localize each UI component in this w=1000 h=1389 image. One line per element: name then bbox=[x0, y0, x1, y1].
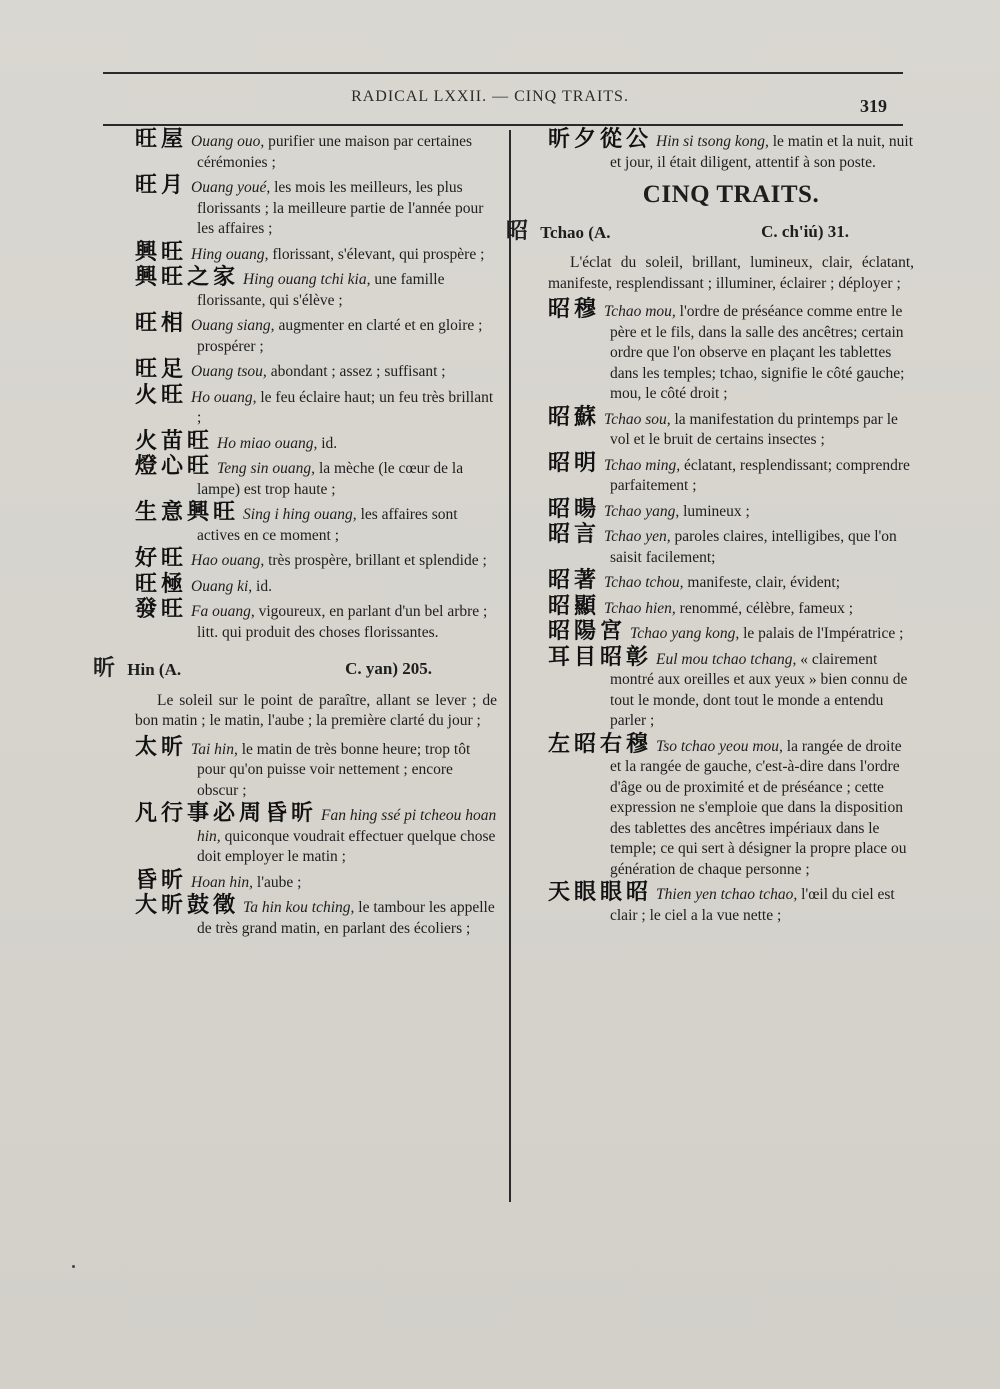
header-rule bbox=[103, 124, 903, 126]
dictionary-entry bbox=[135, 127, 497, 173]
entry-definition: une famille florissante, qui s'élève ; bbox=[197, 271, 445, 309]
dictionary-entry bbox=[548, 731, 914, 881]
entry-definition: lumineux ; bbox=[683, 502, 750, 520]
entry-characters: 好旺 bbox=[135, 546, 188, 571]
entry-characters: 旺月 bbox=[135, 173, 188, 198]
dictionary-entry bbox=[135, 500, 497, 546]
entry-definition: les affaires sont actives en ce moment ; bbox=[197, 506, 458, 544]
entry-characters: 昭穆 bbox=[548, 297, 601, 322]
entry-characters: 旺足 bbox=[135, 357, 188, 382]
dictionary-entry bbox=[548, 619, 914, 645]
entry-characters: 昭明 bbox=[548, 450, 601, 476]
column-divider bbox=[509, 130, 511, 1202]
entry-romanization: Ta hin kou tching, bbox=[243, 899, 355, 916]
entry-characters: 昭言 bbox=[548, 522, 601, 547]
entry-characters: 旺相 bbox=[135, 311, 188, 336]
section-heading-text: Tchao (A. bbox=[540, 222, 611, 242]
entry-characters: 生意興旺 bbox=[135, 500, 240, 525]
right-entries-a bbox=[548, 127, 914, 173]
section-character: 昭 bbox=[506, 218, 529, 244]
entry-definition: florissant, s'élevant, qui prospère ; bbox=[272, 245, 485, 263]
entry-definition: l'aube ; bbox=[256, 873, 302, 891]
entry-romanization: Tchao hien, bbox=[604, 599, 676, 617]
entry-characters: 昏昕 bbox=[135, 867, 188, 893]
dictionary-entry bbox=[135, 893, 497, 939]
entry-characters: 燈心旺 bbox=[135, 454, 214, 479]
entry-romanization: Tso tchao yeou mou, bbox=[656, 737, 783, 755]
dictionary-entry bbox=[135, 357, 497, 383]
entry-romanization: Tchao tchou, bbox=[604, 574, 684, 591]
entry-romanization: Ouang siang, bbox=[191, 317, 275, 334]
entry-romanization: Teng sin ouang, bbox=[217, 460, 316, 477]
entry-definition: quiconque voudrait effectuer quelque chose doit employer le matin ; bbox=[197, 827, 496, 865]
entry-romanization: Ouang tsou, bbox=[191, 363, 267, 380]
entry-romanization: Fan hing ssé pi tcheou hoan hin, bbox=[197, 807, 497, 845]
top-rule bbox=[103, 72, 903, 74]
dictionary-entry bbox=[548, 450, 914, 497]
entry-characters: 昕夕從公 bbox=[548, 127, 653, 152]
section-heading-tail: C. yan) 205. bbox=[345, 659, 432, 678]
entry-definition: les mois les meilleurs, les plus florissants ; la meilleure partie de l'année pour les affaires ; bbox=[197, 179, 484, 237]
entry-definition: la rangée de droite et la rangée de gauche, c'est-à-dire dans l'ordre d'âge ou de proximité et de préséance ; cette expression ne s'emploie que dans la disposition des tablettes des ancêtres impériaux dans le temple; ce qui sert à désigner la propre place ou génération de chaque personne ; bbox=[610, 737, 907, 878]
dictionary-entry bbox=[135, 311, 497, 357]
left-entries-a bbox=[135, 127, 497, 643]
entry-definition: manifeste, clair, évident; bbox=[687, 574, 840, 591]
entry-definition: abondant ; assez ; suffisant ; bbox=[270, 363, 446, 380]
entry-definition: id. bbox=[256, 577, 272, 595]
entry-romanization: Hin si tsong kong, bbox=[656, 133, 769, 150]
dictionary-entry bbox=[135, 734, 497, 802]
entry-romanization: Tchao ming, bbox=[604, 456, 681, 474]
entry-characters: 昭陽宮 bbox=[548, 619, 627, 644]
entry-romanization: Ouang ouo, bbox=[191, 133, 265, 150]
entry-definition: id. bbox=[321, 434, 338, 452]
entry-definition: la mèche (le cœur de la lampe) est trop haute ; bbox=[197, 460, 464, 498]
entry-romanization: Fa ouang, bbox=[191, 603, 255, 620]
entry-definition: le palais de l'Impératrice ; bbox=[743, 625, 904, 642]
entry-definition: « clairement montré aux oreilles et aux yeux » bien connu de tout le monde, dont tout le monde a entendu parler ; bbox=[610, 650, 908, 729]
dictionary-entry bbox=[135, 597, 497, 643]
entry-romanization: Tchao yang, bbox=[604, 502, 680, 520]
entry-definition: le feu éclaire haut; un feu très brillant ; bbox=[197, 388, 494, 426]
entry-definition: l'œil du ciel est clair ; le ciel a la vue nette ; bbox=[610, 886, 895, 924]
entry-romanization: Tchao mou, bbox=[604, 303, 676, 320]
left-section-heading bbox=[93, 656, 497, 681]
dictionary-entry bbox=[135, 239, 497, 266]
dictionary-entry bbox=[548, 880, 914, 926]
right-section-definition: L'éclat du soleil, brillant, lumineux, clair, éclatant, manifeste, resplendissant ; illuminer, éclairer ; déployer ; bbox=[548, 254, 914, 292]
entry-characters: 左昭右穆 bbox=[548, 731, 653, 757]
entry-romanization: Hoan hin, bbox=[191, 873, 254, 891]
right-entries-b bbox=[548, 297, 914, 926]
entry-romanization: Sing i hing ouang, bbox=[243, 506, 357, 523]
dictionary-entry bbox=[548, 496, 914, 523]
section-title: CINQ TRAITS. bbox=[642, 181, 820, 208]
entry-characters: 發旺 bbox=[135, 597, 188, 622]
entry-characters: 太昕 bbox=[135, 734, 188, 760]
entry-characters: 火苗旺 bbox=[135, 428, 214, 454]
entry-romanization: Tchao sou, bbox=[604, 410, 671, 428]
entry-characters: 火旺 bbox=[135, 382, 188, 408]
dictionary-entry bbox=[135, 867, 497, 894]
entry-characters: 昭暘 bbox=[548, 496, 601, 522]
entry-definition: le matin de très bonne heure; trop tôt pour qu'on puisse voir nettement ; encore obscur ; bbox=[197, 740, 471, 799]
entry-romanization: Ho ouang, bbox=[191, 388, 257, 406]
dictionary-entry bbox=[548, 593, 914, 620]
entry-characters: 興旺之家 bbox=[135, 265, 240, 290]
entry-romanization: Tchao yang kong, bbox=[630, 625, 740, 642]
dictionary-entry bbox=[548, 297, 914, 405]
entry-definition: augmenter en clarté et en gloire ; prospérer ; bbox=[197, 317, 483, 355]
section-heading-tail: C. ch'iú) 31. bbox=[761, 221, 849, 241]
entry-romanization: Ouang youé, bbox=[191, 179, 271, 196]
dictionary-entry bbox=[135, 382, 497, 429]
dictionary-entry bbox=[135, 571, 497, 598]
entry-definition: renommé, célèbre, fameux ; bbox=[679, 599, 854, 617]
entry-characters: 昭蘇 bbox=[548, 404, 601, 430]
entry-romanization: Thien yen tchao tchao, bbox=[656, 886, 798, 903]
right-column bbox=[506, 127, 914, 929]
ink-speck bbox=[72, 1265, 75, 1268]
entry-definition: l'ordre de préséance comme entre le père et le fils, dans la salle des ancêtres; certain ordre que l'on observe en plaçant les tablettes dans les temples; tchao, signifie le côté gauche; mou, le côté droit ; bbox=[610, 303, 905, 402]
left-section-definition: Le soleil sur le point de paraître, allant se lever ; de bon matin ; le matin, l'aube ; la première clarté du jour ; bbox=[135, 691, 497, 729]
entry-characters: 天眼眼昭 bbox=[548, 880, 653, 905]
entry-romanization: Ouang ki, bbox=[191, 577, 253, 595]
entry-definition: éclatant, resplendissant; comprendre parfaitement ; bbox=[610, 456, 910, 494]
entry-romanization: Hao ouang, bbox=[191, 552, 265, 569]
left-column bbox=[93, 127, 497, 942]
entry-characters: 旺屋 bbox=[135, 127, 188, 152]
dictionary-entry bbox=[548, 644, 914, 732]
dictionary-entry bbox=[548, 522, 914, 568]
running-title: RADICAL LXXII. — CINQ TRAITS. bbox=[351, 88, 629, 105]
entry-romanization: Tai hin, bbox=[191, 740, 238, 758]
entry-romanization: Ho miao ouang, bbox=[217, 434, 318, 452]
section-heading-text: Hin (A. bbox=[127, 660, 182, 679]
entry-characters: 旺極 bbox=[135, 571, 188, 597]
entry-characters: 昭顯 bbox=[548, 593, 601, 619]
left-entries-b bbox=[135, 734, 497, 940]
right-section-heading bbox=[506, 218, 914, 244]
dictionary-entry bbox=[135, 265, 497, 311]
entry-definition: très prospère, brillant et splendide ; bbox=[268, 552, 487, 569]
dictionary-entry bbox=[135, 801, 497, 868]
entry-characters: 大昕鼓徵 bbox=[135, 893, 240, 918]
entry-romanization: Hing ouang tchi kia, bbox=[243, 271, 371, 288]
dictionary-entry bbox=[135, 173, 497, 240]
entry-definition: vigoureux, en parlant d'un bel arbre ; litt. qui produit des choses florissantes. bbox=[197, 603, 488, 641]
entry-definition: la manifestation du printemps par le vol et le bruit de certains insectes ; bbox=[610, 410, 898, 448]
dictionary-entry bbox=[548, 127, 914, 173]
dictionary-entry bbox=[135, 428, 497, 455]
dictionary-entry bbox=[135, 454, 497, 500]
entry-definition: paroles claires, intelligibes, que l'on saisit facilement; bbox=[610, 528, 897, 566]
entry-characters: 興旺 bbox=[135, 239, 188, 265]
entry-romanization: Hing ouang, bbox=[191, 245, 269, 263]
entry-definition: le tambour les appelle de très grand matin, en parlant des écoliers ; bbox=[197, 899, 495, 937]
entry-definition: purifier une maison par certaines cérémonies ; bbox=[197, 133, 473, 171]
entry-romanization: Tchao yen, bbox=[604, 528, 671, 545]
section-character: 昕 bbox=[93, 656, 116, 681]
entry-romanization: Eul mou tchao tchang, bbox=[656, 650, 797, 668]
entry-characters: 耳目昭彰 bbox=[548, 644, 653, 670]
entry-characters: 昭著 bbox=[548, 568, 601, 593]
dictionary-entry bbox=[135, 546, 497, 572]
dictionary-entry bbox=[548, 404, 914, 451]
entry-characters: 凡行事必周昏昕 bbox=[135, 801, 318, 826]
page-number: 319 bbox=[860, 96, 887, 116]
entry-definition: le matin et la nuit, nuit et jour, il était diligent, attentif à son poste. bbox=[610, 133, 914, 171]
dictionary-entry bbox=[548, 568, 914, 594]
